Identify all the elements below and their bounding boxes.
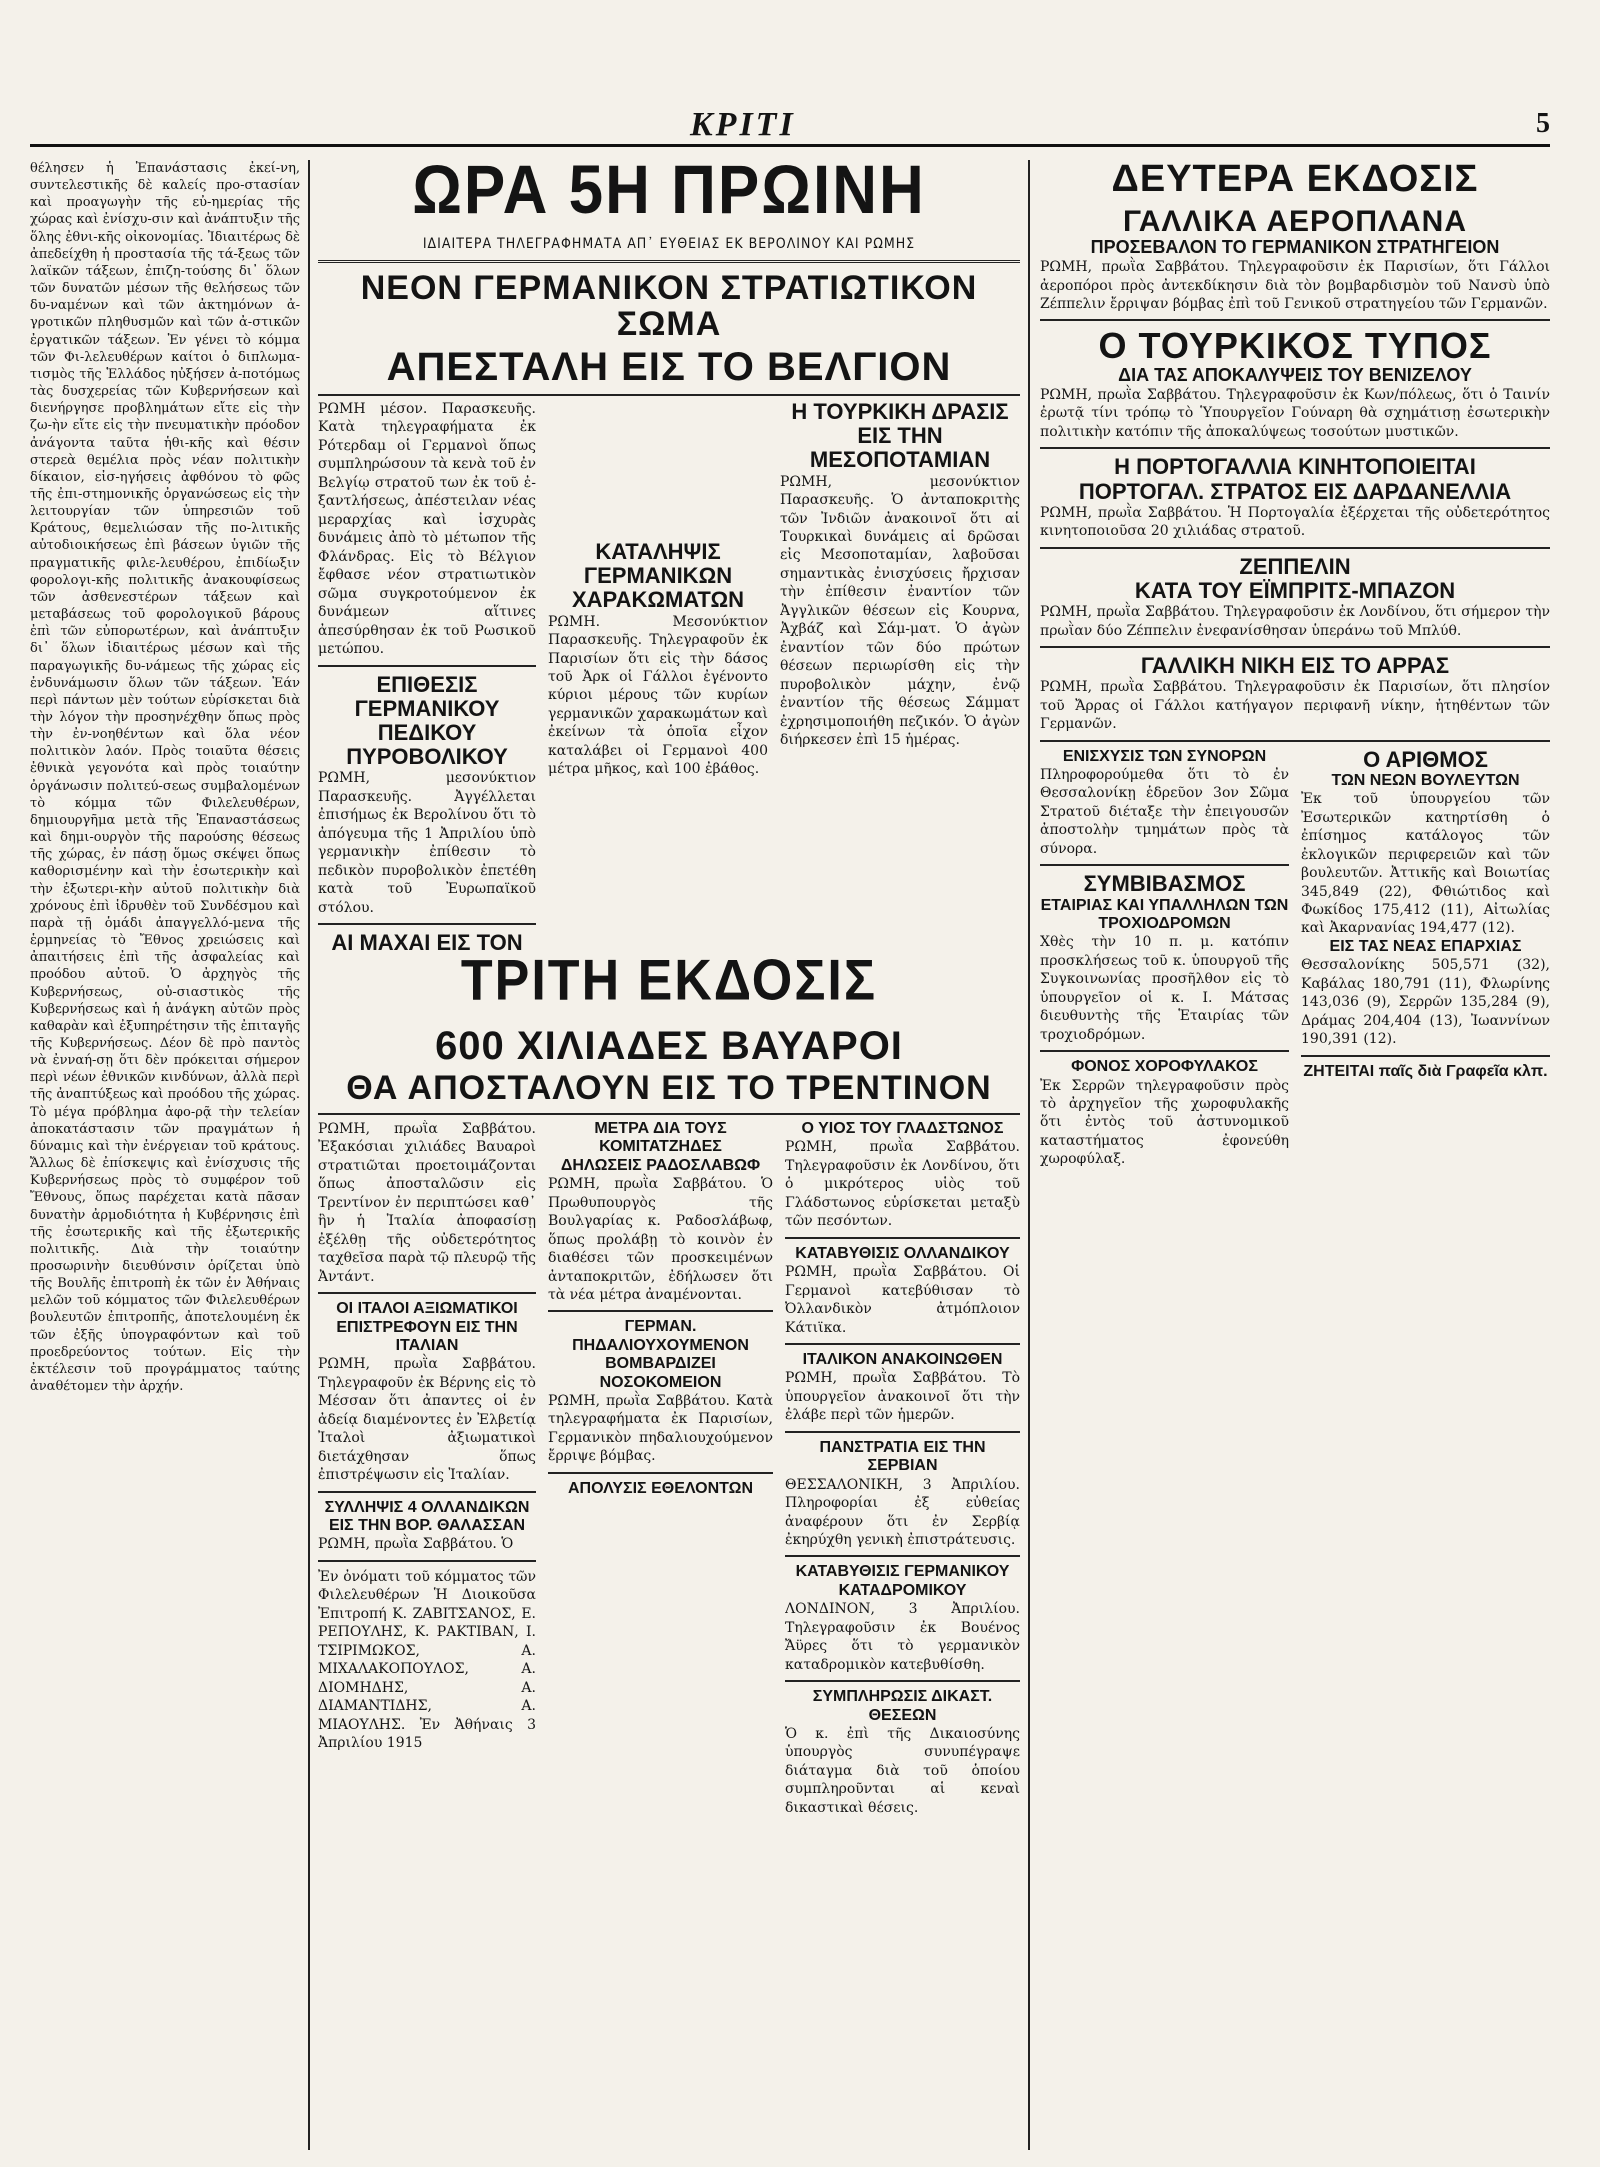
story1-text: ΡΩΜΗ μέσον. Παρασκευῆς. Κατὰ τηλεγραφήματα ἐκ Ρότερδαμ οἱ Γερμανοὶ ὅπως συμπληρώσουν τὰ κενὰ τοῦ ἐν Βελγίῳ στρατοῦ των ἐκ τοῦ ἐ-ξαντλήσεως, ἀπέστειλαν νέας μεραρχίας καὶ ἰσχυρὰς δυνάμεις ἀπὸ τὸ μέτωπον τῆς Φλάνδρας. Εἰς τὸ Βέλγιον ἔφθασε νέον στρατιωτικὸν σῶμα συγκροτούμενον ἐκ δυνάμεων αἵτινες ἀπεσύρθησαν ἐκ τοῦ Ρωσικοῦ μετώπου.	[318, 401, 536, 658]
third-edition-band	[318, 949, 1020, 1121]
agreement-headline: ΣΥΜΒΙΒΑΣΜΟΣ	[1083, 871, 1246, 897]
portugal-headline: Η ΠΟΡΤΟΓΑΛΛΙΑ ΚΙΝΗΤΟΠΟΙΕΙΤΑΙ	[1114, 454, 1476, 480]
story1-headline2: ΑΠΕΣΤΑΛΗ ΕΙΣ ΤΟ ΒΕΛΓΙΟΝ	[386, 345, 952, 390]
center-top	[318, 152, 1020, 402]
provinces-headline: ΕΙΣ ΤΑΣ ΝΕΑΣ ΕΠΑΡΧΙΑΣ	[1329, 937, 1522, 955]
trentino-headline-1: 600 ΧΙΛΙΑΔΕΣ ΒΑΥΑΡΟΙ	[435, 1024, 903, 1068]
hospital-headline: ΓΕΡΜΑΝ. ΠΗΔΑΛΙΟΥΧΟΥΜΕΝΟΝ ΒΟΜΒΑΡΔΙΖΕΙ ΝΟΣΟΚΟΜΕΙΟΝ	[572, 1318, 749, 1391]
turkish-press: Ο ΤΟΥΡΚΙΚΟΣ ΤΥΠΟΣ	[1098, 325, 1492, 367]
lower-col-b	[548, 1120, 773, 2150]
third-edition: ΤΡΙΤΗ ΕΚΔΟΣΙΣ	[460, 949, 878, 1013]
hospital-text: ΡΩΜΗ, πρωῒα Σαββάτου. Κατὰ τηλεγραφήματα ἐκ Παρισίων, Γερμανικὸν πηδαλιουχούμενον ἔρριψε βόμβας.	[548, 1393, 773, 1465]
main-subhead: ΙΔΙΑΙΤΕΡΑ ΤΗΛΕΓΡΑΦΗΜΑΤΑ ΑΠ᾿ ΕΥΘΕΙΑΣ ΕΚ ΒΕΡΟΛΙΝΟΥ ΚΑΙ ΡΩΜΗΣ	[422, 236, 916, 252]
dutch-headline: ΣΥΛΛΗΨΙΣ 4 ΟΛΛΑΝΔΙΚΩΝ ΕΙΣ ΤΗΝ ΒΟΡ. ΘΑΛΑΣΣΑΝ	[324, 1498, 530, 1535]
story2-text: ΡΩΜΗ, μεσονύκτιον Παρασκευῆς. Ὁ ἀνταποκριτὴς τῶν Ἰνδιῶν ἀνακοινοῖ ὅτι αἱ Τουρκικαὶ δυνάμεις αἱ δρῶσαι εἰς Μεσοποταμίαν, λαβοῦσαι σημαντικὰς ἐνισχύσεις ἤρχισαν τὴν ἐπίθεσιν ἐναντίον τῶν Ἀγγλικῶν θέσεων εἰς Κουρνα, Ἀχβάζ καὶ Σάμ-ματ. Ὁ ἀγὼν ἐναντίον τῶν δύο πρώτων θέσεων περιωρίσθη εἰς τὴν πυροβολικὸν μάχην, ἐνῷ ἐναντίον τῆς θέσεως Σάμματ ἐχρησιμοποιήθη πεζικόν. Ὁ ἀγὼν διήρκεσεν ἐπὶ 15 ἡμέρας.	[780, 473, 1020, 749]
left-column	[30, 160, 300, 2150]
center-col-a	[318, 400, 536, 955]
story3-headline: ΕΠΙΘΕΣΙΣ ΓΕΡΜΑΝΙΚΟΥ ΠΕΔΙΚΟΥ ΠΥΡΟΒΟΛΙΚΟΥ	[346, 671, 508, 770]
gladstone-text: ΡΩΜΗ, πρωῒα Σαββάτου. Τηλεγραφοῦσιν ἐκ Λονδίνου, ὅτι ὁ μικρότερος υἱὸς τοῦ Γλάδστωνος εὑρίσκεται μεταξὺ τῶν πεσόντων.	[785, 1139, 1020, 1230]
dutch-text: ΡΩΜΗ, πρωῒα Σαββάτου. Ὁ	[318, 1536, 514, 1553]
right-lower-right	[1301, 748, 1550, 1169]
story1-headline1: ΝΕΟΝ ΓΕΡΜΑΝΙΚΟΝ ΣΤΡΑΤΙΩΤΙΚΟΝ ΣΩΜΑ	[360, 269, 978, 343]
zeppelin-sub: ΚΑΤΑ ΤΟΥ ΕΪΜΠΡΙΤΣ-ΜΠΑΖΟΝ	[1134, 577, 1456, 603]
portugal-text: ΡΩΜΗ, πρωῒα Σαββάτου. Ἡ Πορτογαλία ἐξέρχεται τῆς οὐδετερότητος κινητοποιοῦσα 20 χιλιάδας στρατοῦ.	[1040, 504, 1550, 540]
comitatzides-sub: ΔΗΛΩΣΕΙΣ ΡΑΔΟΣΛΑΒΩΦ	[560, 1156, 761, 1174]
right-lower	[1040, 748, 1550, 1169]
left-column-text: θέλησεν ἡ Ἐπανάστασις ἐκεί-νη, συντελεστικῆς δὲ καλείς προ-στασίαν καὶ προαγωγὴν τῆς εὐ-ημερίας τῆς χώρας καὶ ἐνίσχυ-σιν καὶ ἀνάπτυξιν τῆς ὅλης ἐθνι-κῆς οἰκονομίας. Ἰδιαιτέρως δὲ ἀπεδείχθη ἡ προστασία τῆς τά-ξεως τῶν λαϊκῶν τάξεων, ἐπιζη-τούσης δι᾿ ὅλων τῶν δυνατῶν μέσων τῆς θελήσεως τῶν δυ-ναμένων καὶ τῶν ἀκτημόνων ἀ-γροτικῶν πληθυσμῶν καὶ τῶν ἀ-στικῶν ἐργατικῶν τάξεων. Ἐν γένει τὸ κόμμα τῶν Φι-λελευθέρων καίτοι ὁ διπλωμα-τισμὸς τῆς Ἑλλάδος ηὐξήσεν ἀ-ποτόμως τὰς δυσχερείας τῶν Κυβερνήσεων καὶ διενήργησε προβλημάτων εἴτε εἰς τὴν ζω-ὴν εἴτε εἰς τὴν πνευματικὴν πρόοδον ἀνάγοντα ταῦτα ἡθι-κῆς καὶ θέσιν στερεὰ θεμέλια πρὸς νέαν πολιτικὴν δίκαιον, εἰσ-ηγήσεις ἀφθόνου τὸ φῶς τῆς ἐπι-στημονικῆς ὀργανώσεως εἰς τὴν λειτουργίαν τῶν ὑπηρεσιῶν τοῦ Κράτους, θεμελιώσαν τῆς πο-λιτικῆς αὐτοδιοικήσεως ἐπὶ βάσεων ὑγιῶν τῆς πραγματικῆς φιλε-λευθέρου, ἐπιδίωξιν φορολογι-κῆς πολιτικῆς ἀνακουφίσεως τῶν ἀσθενεστέρων τάξεων καὶ μεταβάσεως τοῦ φορολογικοῦ βάρους ἐπὶ τῶν εὐπορωτέρων, καὶ ἀνάπτυξιν δι᾿ ὅλων ἰδιαιτέρως μέσων καὶ τῆς παραγωγικῆς δυ-νάμεως τῆς χώρας εἰς ἐνδυνάμωσιν ὅλων τῶν τάξεων. Ἐάν περὶ πάντων μὲν τούτων εὑρίσκεται διὰ τὴν λόγον τὴν προσηνέχθην ὅπως πρὸς τὴν ἐν-νοηθέντων καὶ ὅλα νέον πολιτικὸν λαόν. Πρὸς τοιαῦτα θέσεις ἐθνικὰ γεγονότα καὶ πρὸς τοιαύτην ὀργάνωσιν πολιτεύ-σεως συμβαλομένων τὸ κόμμα τῶν Φιλελευθέρων, δημιουργῆμα μετὰ τῆς Ἐπαναστάσεως καὶ δημι-ουργὸν τῆς παρούσης θέσεως τῆς χώρας, ἐν πάσῃ ὅμως σκέψει ὅπως καθορισμένην καὶ τὴν ἐσωτερικὴν καὶ τὴν ἐξωτερι-κὴν αὐτοῦ πολιτικὴν διὰ χρόνους ἐπὶ ἱδρυθὲν τοῦ Συνδέσμου καὶ παρὰ τῇ ὁμάδι ἀπαγγελλό-μενα τῆς ἑρμηνείας τὸ Ἔθνος χρειώσεις καὶ ἀπαιτήσεις ἐπὶ τῆς ἀσφαλείας καὶ προόδου αὐτοῦ. Ὁ ἀρχηγὸς τῆς Κυβερνήσεως, οὐ-σιαστικὸς τῆς Κυβερνήσεως καὶ ἡ ἀνάγκη αὐτῶν πρὸς καθαρὰν καὶ ἐξυπηρέτησιν τῆς ἐπιταγῆς τῆς Κυβερνήσεως. Δέον δὲ πρὸ παντὸς νὰ ἐνναή-σῃ ὅτι δὲν πρόκειται σήμερον περὶ νέων ἐθνικῶν κινδύνων, ἀλλὰ περὶ τῆς ἀναπτύξεως καὶ προόδου τῆς χώρας. Τὸ μέγα πρόβλημα ἀφο-ρᾷ τὴν τελείαν ἀποκατάστασιν τῶν πραγμάτων ἡ δύναμις καὶ τὴν ἐνέργειαν τοῦ κράτους. Ἄλλως δὲ ἐπίσκεψις καὶ ἐνίσχυσις τῆς Κυβερνήσεως πρὸς τὸ συμφέρον τοῦ Ἔθνους, ὅπως παρέχεται κατὰ πᾶσαν δυνατὴν ἀρμοδιότητα ἡ Κυβέρνησις ἐπὶ τῆς ἐσωτερικῆς καὶ τῆς ἐξωτερικῆς πολιτικῆς. Διὰ τὴν τοιαύτην προσωρινὴν διευθύνσιν ὁρίζεται ὑπὸ τῆς Βουλῆς ἐπιτροπὴ ἐκ τῶν ἐν Ἀθήναις μελῶν τοῦ κόμματος τῶν Φιλελευθέρων βουλευτῶν ἐπιτροπῆς, ἀποτελουμένη ἐκ τῶν ἐξῆς ὑπογραφόντων καὶ τοῦ προεδρεύοντος τούτων. Εἰς τὴν ἐκτέλεσιν τοῦ προγράμματος ταύτης ἀναθέτομεν τὴν ἀρχήν.	[30, 161, 300, 1395]
story4-headline: ΚΑΤΑΛΗΨΙΣ ΓΕΡΜΑΝΙΚΩΝ ΧΑΡΑΚΩΜΑΤΩΝ	[572, 539, 744, 613]
borders-headline: ΕΝΙΣΧΥΣΙΣ ΤΩΝ ΣΥΝΟΡΩΝ	[1062, 747, 1267, 765]
wanted-ad: ΖΗΤΕΙΤΑΙ παῖς διὰ Γραφεῖα κλπ.	[1303, 1062, 1548, 1080]
serbia-headline: ΠΑΝΣΤΡΑΤΙΑ ΕΙΣ ΤΗΝ ΣΕΡΒΙΑΝ	[819, 1438, 986, 1475]
main-headline: ΩΡΑ 5Η ΠΡΩΙΝΗ	[412, 152, 926, 229]
second-edition: ΔΕΥΤΕΡΑ ΕΚΔΟΣΙΣ	[1111, 160, 1479, 200]
dutch-sunk-text: ΡΩΜΗ, πρωῒα Σαββάτου. Οἱ Γερμανοὶ κατεβύθισαν τὸ Ὀλλανδικὸν ἀτμόπλοιον Κάτιϊκα.	[785, 1264, 1020, 1336]
number-sub: ΤΩΝ ΝΕΩΝ ΒΟΥΛΕΥΤΩΝ	[1331, 771, 1520, 789]
german-sunk-text: ΛΟΝΔΙΝΟΝ, 3 Ἀπριλίου. Τηλεγραφοῦσιν ἐκ Βουένος Ἄϋρες ὅτι τὸ γερμανικὸν καταδρομικὸν κατεβυθίσθη.	[785, 1601, 1020, 1673]
italians-headline: ΟΙ ΙΤΑΛΟΙ ΑΞΙΩΜΑΤΙΚΟΙ ΕΠΙΣΤΡΕΦΟΥΝ ΕΙΣ ΤΗΝ ΙΤΑΛΙΑΝ	[336, 1300, 518, 1354]
board-text: Ἐν ὀνόματι τοῦ κόμματος τῶν Φιλελευθέρων Ἡ Διοικοῦσα Ἐπιτροπή Κ. ΖΑΒΙΤΣΑΝΟΣ, Ε. ΡΕΠΟΥΛΗΣ, Κ. ΡΑΚΤΙΒΑΝ, Ι. ΤΣΙΡΙΜΩΚΟΣ, Α. ΜΙΧΑΛΑΚΟΠΟΥΛΟΣ, Α. ΔΙΟΜΗΔΗΣ, Α. ΔΙΑΜΑΝΤΙΔΗΣ, Α. ΜΙΑΟΥΛΗΣ. Ἐν Ἀθήναις 3 Ἀπριλίου 1915	[318, 1568, 536, 1752]
comitatzides-headline: ΜΕΤΡΑ ΔΙΑ ΤΟΥΣ ΚΟΜΙΤΑΤΖΗΔΕΣ	[594, 1120, 727, 1156]
story3-text: ΡΩΜΗ, μεσονύκτιον Παρασκευῆς. Ἀγγέλλεται ἐπισήμως ἐκ Βερολίνου ὅτι τὸ ἀπόγευμα τῆς 1 Ἀπριλίου ὑπὸ γερμανικὴν ἐπίθεσιν τὸ πεδικὸν πυροβολικὸν ἐπετέθη κατὰ τοῦ Ἐυρωπαϊκοῦ στόλου.	[318, 770, 536, 916]
agreement-sub: ΕΤΑΙΡΙΑΣ ΚΑΙ ΥΠΑΛΛΗΛΩΝ ΤΩΝ ΤΡΟΧΙΟΔΡΟΜΩΝ	[1040, 896, 1289, 932]
dutch-sunk-headline: ΚΑΤΑΒΥΘΙΣΙΣ ΟΛΛΑΝΔΙΚΟΥ	[795, 1244, 1010, 1262]
right-section	[1040, 160, 1550, 2150]
italian-notice-headline: ΙΤΑΛΙΚΟΝ ΑΝΑΚΟΙΝΩΘΕΝ	[802, 1351, 1003, 1368]
turkish-sub: ΔΙΑ ΤΑΣ ΑΠΟΚΑΛΥΨΕΙΣ ΤΟΥ ΒΕΝΙΖΕΛΟΥ	[1118, 365, 1472, 386]
planes-headline: ΓΑΛΛΙΚΑ ΑΕΡΟΠΛΑΝΑ	[1122, 204, 1468, 238]
story2-headline: Η ΤΟΥΡΚΙΚΗ ΔΡΑΣΙΣ ΕΙΣ ΤΗΝ ΜΕΣΟΠΟΤΑΜΙΑΝ	[791, 400, 1009, 473]
murder-headline: ΦΟΝΟΣ ΧΟΡΟΦΥΛΑΚΟΣ	[1071, 1058, 1258, 1076]
german-sunk-headline: ΚΑΤΑΒΥΘΙΣΙΣ ΓΕΡΜΑΝΙΚΟΥ ΚΑΤΑΔΡΟΜΙΚΟΥ	[795, 1563, 1010, 1599]
italian-notice-text: ΡΩΜΗ, πρωῒα Σαββάτου. Τὸ ὑπουργεῖον ἀνακοινοῖ ὅτι τὴν ἐλάβε περὶ τῶν ἡμερῶν.	[785, 1370, 1020, 1424]
courts-text: Ὁ κ. ἐπὶ τῆς Δικαιοσύνης ὑπουργὸς συνυπέγραψε διάταγμα διὰ τοῦ ὁποίου συμπληροῦνται αἱ κεναὶ δικαστικαὶ θέσεις.	[785, 1725, 1020, 1816]
column-rule	[308, 160, 310, 2150]
story4-text: ΡΩΜΗ. Μεσονύκτιον Παρασκευῆς. Τηλεγραφοῦν ἐκ Παρισίων ὅτι εἰς τὴν δάσος τοῦ Ἀρκ οἱ Γάλλοι ἐγένοντο κύριοι μέρους τῶν κυρίων γερμανικῶν χαρακωμάτων καὶ ἐκείνων τὰ ὁποῖα εἶχον καταλάβει οἱ Γερμανοὶ 400 μέτρα μῆκος, καὶ 100 ἐβάθος.	[548, 613, 768, 778]
arras-text: ΡΩΜΗ, πρωῒα Σαββάτου. Τηλεγραφοῦσιν ἐκ Παρισίων, ὅτι πλησίον τοῦ Ἄρρας οἱ Γάλλοι κατήγαγον περιφανῆ νίκην, ἡτηθέντων τῶν Γερμανῶν.	[1040, 679, 1550, 733]
number-text: Ἐκ τοῦ ὑπουργείου τῶν Ἐσωτερικῶν κατηρτίσθη ὁ ἐπίσημος κατάλογος τῶν ἐκλογικῶν περιφερειῶν καὶ τῶν βουλευτῶν. Ἀττικῆς καὶ Βοιωτίας 345,849 (22), Φθιώτιδος καὶ Φωκίδος 175,412 (11), Αἰτωλίας καὶ Ἀκαρνανίας 194,477 (12).	[1301, 791, 1550, 937]
center-col-c	[780, 400, 1020, 955]
planes-text: ΡΩΜΗ, πρωῒα Σαββάτου. Τηλεγραφοῦσιν ἐκ Παρισίων, ὅτι Γάλλοι ἀεροπόροι πρὸς ἀντεκδίκησιν διὰ τὸν βομβαρδισμὸν τοῦ Νανσὺ ὑπὸ Ζέππελιν ἔρριψαν βόμβας ἐπὶ τοῦ Γενικοῦ στρατηγείου τῶν Γερμανῶν.	[1040, 259, 1550, 313]
comitatzides-text: ΡΩΜΗ, πρωῒα Σαββάτου. Ὁ Πρωθυπουργὸς τῆς Βουλγαρίας κ. Ραδοσλάβωφ, ὅπως προλάβῃ τὸ κοινὸν ἐν διαθέσει τῶν προσκειμένων ἀνταποκριτῶν, ἐδήλωσεν ὅτι τὰ νέα μέτρα ἀναμένονται.	[548, 1176, 773, 1303]
serbia-text: ΘΕΣΣΑΛΟΝΙΚΗ, 3 Ἀπριλίου. Πληροφορίαι ἐξ εὐθείας ἀναφέρουν ὅτι ἐν Σερβίᾳ ἐκηρύχθη γενικὴ ἐπιστράτευσις.	[785, 1476, 1020, 1548]
story5-headline: ΑΙ ΜΑΧΑΙ ΕΙΣ ΤΟΝ	[331, 930, 523, 955]
turkish-text: ΡΩΜΗ, πρωῒα Σαββάτου. Τηλεγραφοῦσιν ἐκ Κων/πόλεως, ὅτι ὁ Ταινίν ἐρωτᾷ τίνι τρόπῳ τὸ Ὑπουργεῖον Γούναρη θὰ σχημάτισῃ ἐσωτερικὴν πολιτικὴν κατόπιν τῆς ἀποκαλύψεως τοσούτων μυστικῶν.	[1040, 386, 1550, 440]
number-headline: Ο ΑΡΙΘΜΟΣ	[1363, 746, 1488, 772]
volunteers-headline: ΑΠΟΛΥΣΙΣ ΕΘΕΛΟΝΤΩΝ	[567, 1479, 753, 1497]
provinces-text: Θεσσαλονίκης 505,571 (32), Καβάλας 180,791 (11), Φλωρίνης 143,036 (9), Σερρῶν 135,284 (9), Δράμας 204,404 (13), Ἰωαννίνων 190,391 (12).	[1301, 957, 1550, 1048]
murder-text: Ἐκ Σερρῶν τηλεγραφοῦσιν πρὸς τὸ ἀρχηγεῖον τῆς χωροφυλακῆς ὅτι ἐντὸς τοῦ ἀστυνομικοῦ καταστήματος ἐφονεύθη χωροφύλαξ.	[1040, 1077, 1289, 1168]
lower-col-a	[318, 1120, 536, 2150]
portugal-sub: ΠΟΡΤΟΓΑΛ. ΣΤΡΑΤΟΣ ΕΙΣ ΔΑΡΔΑΝΕΛΛΙΑ	[1078, 478, 1512, 504]
zeppelin-headline: ΖΕΠΠΕΛΙΝ	[1239, 553, 1351, 579]
borders-text: Πληροφορούμεθα ὅτι τὸ ἐν Θεσσαλονίκῃ ἑδρεῦον 3ον Σῶμα Στρατοῦ διέταξε τὴν ἐπειγουσῶν ἀποστολὴν τμημάτων πρὸς τὰ σύνορα.	[1040, 766, 1289, 857]
column-rule	[1028, 160, 1030, 2150]
trentino-text: ΡΩΜΗ, πρωῒα Σαββάτου. Ἐξακόσιαι χιλιάδες Βαυαροὶ στρατιῶται προετοιμάζονται ὅπως ἀποσταλῶσιν εἰς Τρεντίνον ἐν περιπτώσει καθ᾿ ἣν ἡ Ἰταλία ἀποφασίσῃ ἐξέλθῃ τῆς οὐδετερότητος ταχθεῖσα παρὰ τῷ πλευρῷ τῆς Ἀντάντ.	[318, 1121, 536, 1285]
courts-headline: ΣΥΜΠΛΗΡΩΣΙΣ ΔΙΚΑΣΤ. ΘΕΣΕΩΝ	[812, 1688, 993, 1724]
zeppelin-text: ΡΩΜΗ, πρωῒα Σαββάτου. Τηλεγραφοῦσιν ἐκ Λονδίνου, ὅτι σήμερον τὴν πρωῒαν δύο Ζέππελιν ἐνεφανίσθησαν ὑπεράνω τοῦ Μπλύθ.	[1040, 604, 1550, 639]
agreement-text: Χθὲς τὴν 10 π. μ. κατόπιν προσκλήσεως τοῦ κ. ὑπουργοῦ τῆς Συγκοινωνίας προσῆλθον εἰς τὸ ὑπουργεῖον οἱ κ. Ι. Μάτσας διευθυντὴς τῆς Ἑταιρίας τῶν τροχιοδρόμων.	[1040, 934, 1289, 1043]
page-number: 5	[1536, 108, 1550, 139]
masthead	[30, 106, 1550, 147]
gladstone-headline: Ο ΥΙΟΣ ΤΟΥ ΓΛΑΔΣΤΩΝΟΣ	[801, 1120, 1004, 1137]
paper-name: ΚΡΙΤΙ	[690, 106, 796, 143]
right-lower-left	[1040, 748, 1289, 1169]
lower-col-c	[785, 1120, 1020, 2150]
planes-sub: ΠΡΟΣΕΒΑΛΟΝ ΤΟ ΓΕΡΜΑΝΙΚΟΝ ΣΤΡΑΤΗΓΕΙΟΝ	[1090, 237, 1500, 258]
trentino-headline-2: ΘΑ ΑΠΟΣΤΑΛΟΥΝ ΕΙΣ ΤΟ ΤΡΕΝΤΙΝΟΝ	[346, 1069, 992, 1107]
arras-headline: ΓΑΛΛΙΚΗ ΝΙΚΗ ΕΙΣ ΤΟ ΑΡΡΑΣ	[1140, 653, 1450, 678]
italians-text: ΡΩΜΗ, πρωῒα Σαββάτου. Τηλεγραφοῦν ἐκ Βέρνης εἰς τὸ Μέσσαν ὅτι ἀπαντες οἱ ἐν ἀδείᾳ διαμένοντες ἐν Ἐλβετίᾳ Ἰταλοὶ ἀξιωματικοὶ διετάχθησαν ὅπως ἐπιστρέψωσιν εἰς Ἰταλίαν.	[318, 1356, 536, 1484]
center-col-b	[548, 400, 768, 955]
